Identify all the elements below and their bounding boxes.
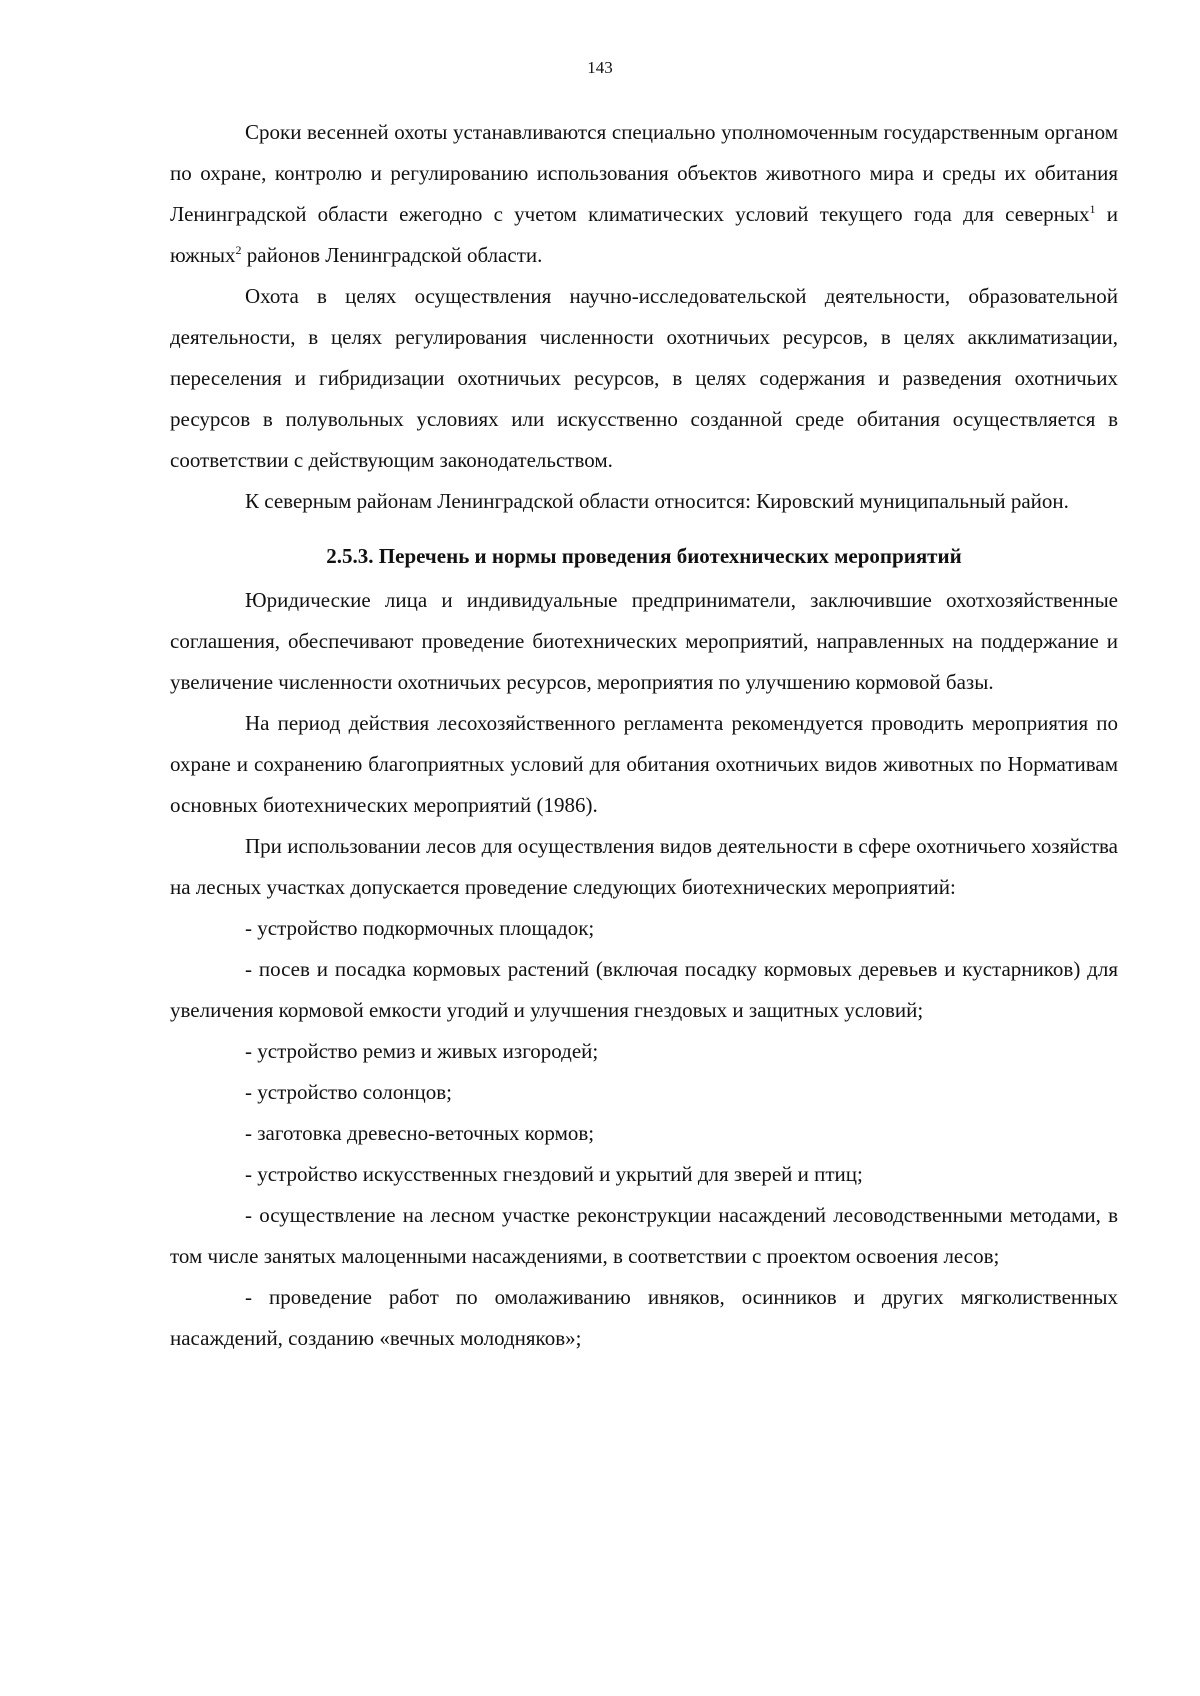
paragraph-text: Сроки весенней охоты устанавливаются специально уполномоченным государственным органом по охране, контролю и регулированию использования объектов животного мира и среды их обитания Ленинградской области ежегодно с учетом климатических условий текущего года для северных [170, 120, 1118, 226]
paragraph-research-hunting: Охота в целях осуществления научно-исследовательской деятельности, образовательной деятельности, в целях регулирования численности охотничьих ресурсов, в целях акклиматизации, переселения и гибридизации охотничьих ресурсов, в целях содержания и разведения охотничьих ресурсов в полувольных условиях или искусственно созданной среде обитания осуществляется в соответствии с действующим законодательством. [170, 284, 1118, 472]
list-item: - устройство искусственных гнездовий и укрытий для зверей и птиц; [245, 1162, 863, 1186]
section-heading: 2.5.3. Перечень и нормы проведения биотехнических мероприятий [326, 544, 962, 568]
list-item: - заготовка древесно-веточных кормов; [245, 1121, 595, 1145]
footnote-marker: 2 [235, 243, 242, 257]
list-item: - устройство подкормочных площадок; [245, 916, 595, 940]
footnote-marker: 1 [1089, 202, 1096, 216]
paragraph-spring-hunting-dates [170, 112, 1118, 276]
paragraph-biotech-obligations: Юридические лица и индивидуальные предприниматели, заключившие охотхозяйственные соглашения, обеспечивают проведение биотехнических мероприятий, направленных на поддержание и увеличение численности охотничьих ресурсов, мероприятия по улучшению кормовой базы. [170, 588, 1118, 694]
paragraph-text: районов Ленинградской области. [241, 243, 543, 267]
paragraph-permitted-activities: При использовании лесов для осуществления видов деятельности в сфере охотничьего хозяйства на лесных участках допускается проведение следующих биотехнических мероприятий: [170, 834, 1118, 899]
page-content [170, 112, 1118, 1359]
paragraph-text: и южных [170, 202, 1118, 267]
paragraph-recommendations: На период действия лесохозяйственного регламента рекомендуется проводить мероприятия по охране и сохранению благоприятных условий для обитания охотничьих видов животных по Нормативам основных биотехнических мероприятий (1986). [170, 711, 1118, 817]
list-item: - осуществление на лесном участке реконструкции насаждений лесоводственными методами, в том числе занятых малоценными насаждениями, в соответствии с проектом освоения лесов; [170, 1203, 1118, 1268]
list-item: - устройство ремиз и живых изгородей; [245, 1039, 599, 1063]
list-item: - посев и посадка кормовых растений (включая посадку кормовых деревьев и кустарников) для увеличения кормовой емкости угодий и улучшения гнездовых и защитных условий; [170, 957, 1118, 1022]
page-number: 143 [587, 58, 613, 77]
list-item: - устройство солонцов; [245, 1080, 453, 1104]
list-item: - проведение работ по омолаживанию ивняков, осинников и других мягколиственных насаждений, созданию «вечных молодняков»; [170, 1285, 1118, 1350]
paragraph-northern-districts: К северным районам Ленинградской области относится: Кировский муниципальный район. [245, 489, 1069, 513]
